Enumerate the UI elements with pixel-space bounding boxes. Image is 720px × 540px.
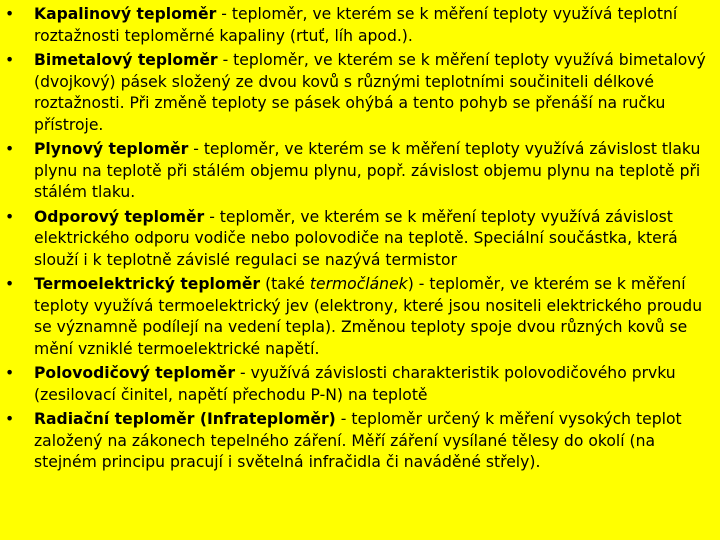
term-label: Termoelektrický teploměr xyxy=(34,275,261,293)
bullet-icon: • xyxy=(5,140,15,158)
list-item-radiation-thermometer xyxy=(5,409,712,474)
list-item-thermoelectric-thermometer xyxy=(5,274,712,360)
term-label: Radiační teploměr (Infrateploměr) xyxy=(34,410,336,428)
description-text: - teploměr, ve kterém se k měření teploty využívá závislost tlaku plynu na teplotě při stálém objemu plynu, popř. závislost objemu plynu na teplotě při stálém tlaku. xyxy=(34,140,701,201)
list-item-gas-thermometer xyxy=(5,139,712,204)
description-text: - teploměr, ve kterém se k měření teploty využívá závislost elektrického odporu vodiče nebo polovodiče na teplotě. Speciální součástka, která slouží i k teplotně závislé regulaci se nazývá termistor xyxy=(34,207,678,269)
bullet-icon: • xyxy=(5,51,15,69)
description-text: - teploměr, ve kterém se k měření teploty využívá teplotní roztažnosti teploměrné kapaliny (rtuť, líh apod.). xyxy=(34,5,678,45)
description-text: - využívá závislosti charakteristik polovodičového prvku (zesilovací činitel, napětí přechodu P-N) na teplotě xyxy=(34,364,676,404)
description-text: - teploměr, ve kterém se k měření teploty využívá bimetalový (dvojkový) pásek složený ze dvou kovů s různými teplotními součiniteli délkové roztažnosti. Při změně teploty se pásek ohýbá a tento pohyb se přenáší na ručku přístroje. xyxy=(34,51,706,134)
term-label: Plynový teploměr xyxy=(34,140,189,158)
term-label: Bimetalový teploměr xyxy=(34,51,218,69)
description-text: ) - teploměr, ve kterém se k měření teploty využívá termoelektrický jev (elektrony, které jsou nositeli elektrického proudu se významně podílejí na vedení tepla). Změnou teploty spoje dvou různých kovů se mění vzniklé termoelektrické napětí. xyxy=(34,275,703,358)
list-item-liquid-thermometer xyxy=(5,4,712,47)
description-prefix: (také xyxy=(260,275,310,293)
description-text: - teploměr určený k měření vysokých teplot založený na zákonech tepelného záření. Měří záření vysílané tělesy do okolí (na stejném principu pracují i světelná infračidla či naváděné střely). xyxy=(34,410,682,471)
thermometer-list xyxy=(5,4,712,474)
list-item-bimetal-thermometer xyxy=(5,50,712,136)
bullet-icon: • xyxy=(5,275,15,293)
list-item-resistance-thermometer xyxy=(5,207,712,272)
bullet-icon: • xyxy=(5,207,15,226)
term-label: Kapalinový teploměr xyxy=(34,5,217,23)
italic-term: termočlánek xyxy=(309,275,408,293)
term-label: Odporový teploměr xyxy=(34,207,205,226)
bullet-icon: • xyxy=(5,5,15,23)
bullet-icon: • xyxy=(5,410,15,428)
term-label: Polovodičový teploměr xyxy=(34,364,236,382)
list-item-semiconductor-thermometer xyxy=(5,363,712,406)
bullet-icon: • xyxy=(5,364,15,382)
